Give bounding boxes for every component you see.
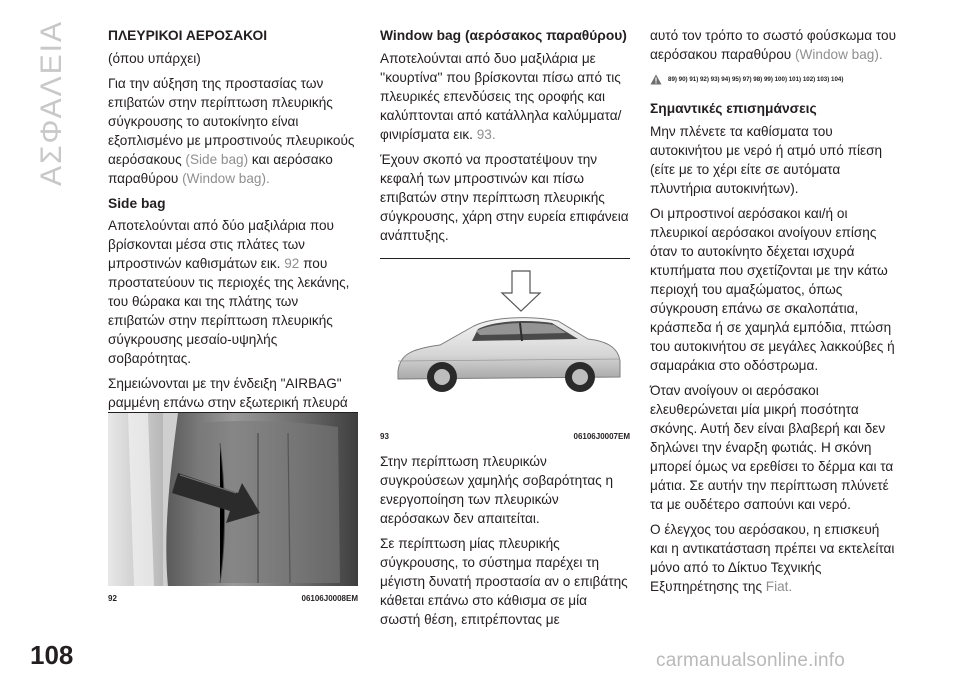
- airbag-label-note: Σημειώνονται με την ένδειξη "AIRBAG" ραμμένη επάνω στην εξωτερική πλευρά: [108, 376, 348, 410]
- window-bag-description: Αποτελούνται από δυο μαξιλάρια με ''κουρτίνα'' που βρίσκονται πίσω από τις πλευρικές επενδύσεις της οροφής και καλύπτονται από κατάλληλα καλύμματα/φινιρίσματα εικ. 93.: [380, 51, 622, 142]
- window-bag-purpose: Έχουν σκοπό να προστατέψουν την κεφαλή των μπροστινών και πίσω επιβατών στην περίπτωση πλευρικής σύγκρουσης, χάρη στην ευρεία επιφάνεια ανάπτυξης.: [380, 152, 629, 243]
- side-airbags-heading: ΠΛΕΥΡΙΚΟΙ ΑΕΡΟΣΑΚΟΙ: [108, 28, 268, 43]
- column-1: [108, 26, 358, 437]
- figure-93-code: 06106J0007EM: [573, 431, 630, 441]
- important-notes-heading: Σημαντικές επισημάνσεις: [650, 101, 817, 116]
- window-bag-ref: (Window bag).: [182, 171, 270, 186]
- brand-ref: Fiat.: [765, 579, 793, 594]
- figure-92: [108, 412, 358, 606]
- watermark: carmanualsonline.info: [656, 650, 846, 671]
- underbody-impact-note: Οι μπροστινοί αερόσακοι και/ή οι πλευρικοί αερόσακοι ανοίγουν επίσης όταν το αυτοκίνητο δέχεται ισχυρά κτυπήματα που σχετίζονται με την κάτω περιοχή του αμαξώματος, όπως σύγκρουση επάνω σε σκαλοπάτια, κράσπεδα ή σε χαμηλά εμπόδια, πτώση του αυτοκινήτου σε μεγάλες λακκούβες ή σαμαράκια στο οδόστρωμα.: [650, 206, 895, 373]
- side-bag-subheading: Side bag: [108, 196, 166, 211]
- figure-ref-93: 93.: [476, 127, 496, 142]
- service-note: Ο έλεγχος του αερόσακου, η επισκευή και η αντικατάσταση πρέπει να εκτελείται μόνο από το Δίκτυο Τεχνικής Εξυπηρέτησης της Fiat.: [650, 522, 895, 594]
- column-2: [380, 26, 630, 251]
- car-window-bag-illustration: [380, 259, 630, 424]
- figure-92-caption: [108, 590, 358, 606]
- dust-release-note: Όταν ανοίγουν οι αερόσακοι ελευθερώνεται μία μικρή ποσότητα σκόνης. Αυτή δεν είναι βλαβερή και δεν δηλώνει την έναρξη φωτιάς. Η σκόνη μπορεί όμως να ερεθίσει το δέρμα και τα μάτια. Σε αυτήν την περίπτωση πλύνετέ τα με ουδέτερο σαπούνι και νερό.: [650, 383, 894, 512]
- window-bag-heading: Window bag (αερόσακος παραθύρου): [380, 28, 627, 43]
- warning-reference-list: 89) 90) 91) 92) 93) 94) 95) 97) 98) 99) 100) 101) 102) 103) 104): [668, 76, 844, 83]
- figure-92-number: 92: [108, 593, 117, 603]
- side-airbags-intro: Για την αύξηση της προστασίας των επιβατών στην περίπτωση πλευρικής σύγκρουσης το αυτοκίνητο είναι εξοπλισμένο με μπροστινούς πλευρικούς αερόσακους (Side bag) και αερόσακο παραθύρου (Window bag).: [108, 76, 355, 186]
- seat-side-airbag-illustration: [108, 413, 358, 586]
- warning-references: [650, 70, 900, 89]
- figure-93-number: 93: [380, 431, 389, 441]
- correct-position-note: Σε περίπτωση μίας πλευρικής σύγκρουσης, το σύστημα παρέχει τη μέγιστη δυνατή προστασία αν ο επιβάτης κάθεται επάνω στο κάθισμα σε μία σωστή θέση, επιτρέποντας με: [380, 536, 628, 627]
- warning-triangle-icon: [650, 74, 662, 85]
- availability-note: (όπου υπάρχει): [108, 51, 201, 66]
- column-3: [650, 26, 900, 602]
- figure-93-caption: [380, 428, 630, 444]
- low-severity-note: Στην περίπτωση πλευρικών συγκρούσεων χαμηλής σοβαρότητας η ενεργοποίηση των πλευρικών αερόσακων δεν απαιτείται.: [380, 454, 614, 526]
- side-bag-ref: (Side bag): [185, 152, 249, 167]
- page-number: 108: [30, 640, 74, 670]
- column-2-lower: [380, 452, 630, 635]
- figure-93: [380, 258, 630, 444]
- washing-note: Μην πλένετε τα καθίσματα του αυτοκινήτου με νερό ή ατμό υπό πίεση (είτε με το χέρι είτε σε αυτόματα πλυντήρια αυτοκινήτων).: [650, 124, 883, 196]
- figure-ref-92: 92: [284, 256, 300, 271]
- figure-92-code: 06106J0008EM: [301, 593, 358, 603]
- inflation-continuation: αυτό τον τρόπο το σωστό φούσκωμα του αερόσακου παραθύρου (Window bag).: [650, 28, 897, 62]
- window-bag-ref-2: (Window bag).: [795, 47, 883, 62]
- section-tab: [22, 19, 82, 187]
- side-bag-description: Αποτελούνται από δύο μαξιλάρια που βρίσκονται μέσα στις πλάτες των μπροστινών καθισμάτων εικ. 92 που προστατεύουν τις περιοχές της λεκάνης, του θώρακα και της πλάτης των επιβατών στην περίπτωση πλευρικής σύγκρουσης μεσαίο-υψηλής σοβαρότητας.: [108, 218, 350, 366]
- section-tab-label: ΑΣΦΑΛΕΙΑ: [35, 19, 68, 187]
